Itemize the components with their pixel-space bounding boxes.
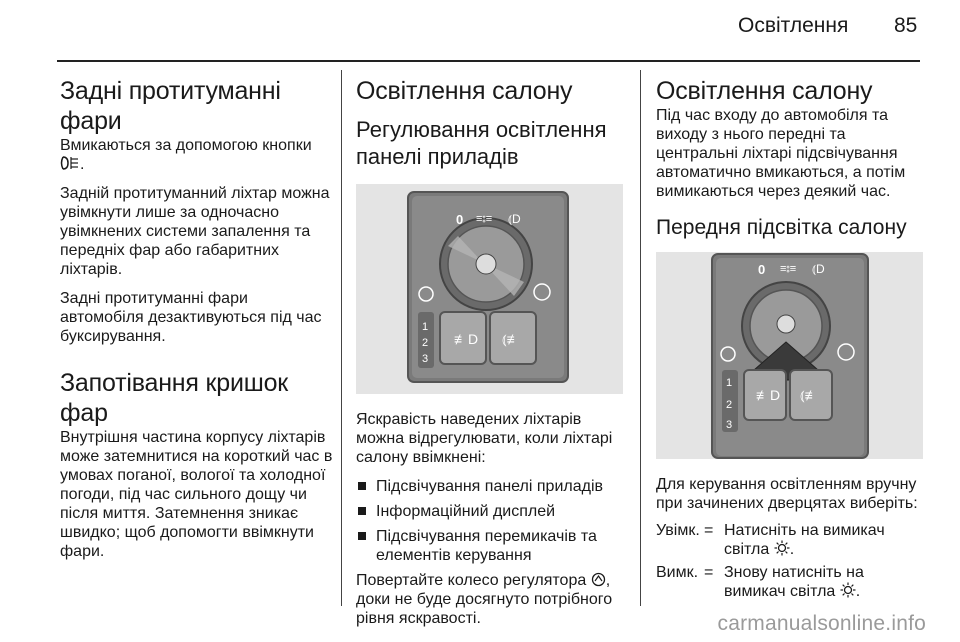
figure-light-switch-panel bbox=[356, 184, 623, 394]
section-title-rear-fog: Задні протитуманні фари bbox=[60, 77, 281, 135]
header-rule bbox=[57, 60, 920, 62]
svg-text:≢D: ≢D bbox=[454, 331, 479, 347]
svg-text:2: 2 bbox=[422, 337, 429, 349]
subsection-title-panel-illumination: Регулювання освітлення панелі приладів bbox=[356, 117, 607, 169]
interior-light-icon bbox=[774, 540, 790, 556]
svg-text:≡⦂≡: ≡⦂≡ bbox=[476, 213, 493, 225]
paragraph-rear-fog-2: Задній протитуманний ліхтар можна увімкнути лише за одночасно увімкнених системи запалення та передніх фар або габаритних ліхтарів. bbox=[60, 185, 330, 278]
interior-light-icon bbox=[840, 582, 856, 598]
paragraph-entry-exit-lighting: Під час входу до автомобіля та виходу з нього передні та центральні ліхтарі підсвічування автоматично вмикаються, а потім вимикаються через деякий час. bbox=[656, 107, 906, 200]
svg-text:⦅D: ⦅D bbox=[812, 262, 825, 276]
svg-text:3: 3 bbox=[422, 353, 429, 365]
svg-text:0: 0 bbox=[758, 262, 766, 277]
section-title-interior-lighting: Освітлення салону bbox=[356, 77, 573, 105]
section-title-interior-lighting-2: Освітлення салону bbox=[656, 77, 873, 105]
courtesy-switch-illustration bbox=[656, 252, 923, 459]
section-title-headlamp-fogging: Запотівання кришок фар bbox=[60, 369, 289, 427]
switch-definition-table bbox=[656, 521, 924, 601]
paragraph-brightness-intro: Яскравість наведених ліхтарів можна відрегулювати, коли ліхтарі салону ввімкнені: bbox=[356, 411, 613, 466]
list-item: Підсвічування перемикачів та елементів керування bbox=[356, 527, 626, 565]
page-header bbox=[0, 0, 960, 62]
paragraph-rotate-wheel: Повертайте колесо регулятора , доки не буде досягнуто потрібного рівня яскравості. bbox=[356, 572, 613, 627]
light-switch-illustration bbox=[356, 184, 623, 394]
svg-text:1: 1 bbox=[726, 377, 733, 389]
subsection-title-front-courtesy: Передня підсвітка салону bbox=[656, 216, 907, 239]
column-divider-1 bbox=[341, 70, 342, 606]
column-2 bbox=[356, 76, 626, 628]
column-divider-2 bbox=[640, 70, 641, 606]
paragraph-rear-fog-3: Задні протитуманні фари автомобіля дезактивуються під час буксирування. bbox=[60, 290, 322, 345]
definition-row-off: Вимк. = Знову натисніть на вимикач світла . bbox=[656, 564, 864, 600]
svg-text:3: 3 bbox=[726, 419, 733, 431]
svg-text:2: 2 bbox=[726, 399, 733, 411]
column-3 bbox=[656, 76, 924, 605]
column-1 bbox=[60, 76, 336, 561]
svg-text:⦅≢: ⦅≢ bbox=[502, 331, 521, 347]
switch-position-off-label: 0 bbox=[456, 212, 464, 227]
page-number: 85 bbox=[894, 14, 918, 37]
brightness-items-list bbox=[356, 477, 626, 565]
definition-row-on: Увімк. = Натисніть на вимикач світла . bbox=[656, 522, 885, 558]
paragraph-manual-control: Для керування освітленням вручну при зачинених дверцятах виберіть: bbox=[656, 476, 918, 512]
svg-text:≢D: ≢D bbox=[756, 387, 781, 403]
paragraph-headlamp-fogging: Внутрішня частина корпусу ліхтарів може затемнитися на короткий час в умовах поганої, вологої та холодної погоди, під час сильного дощу чи після миття. Затемнення зникає швидко; щоб допомогти ввімкнути фари. bbox=[60, 429, 333, 560]
header-title: Освітлення bbox=[738, 14, 849, 37]
dimmer-wheel-icon bbox=[591, 572, 606, 587]
svg-text:1: 1 bbox=[422, 321, 429, 333]
watermark: carmanualsonline.info bbox=[717, 612, 926, 635]
svg-text:⦅≢: ⦅≢ bbox=[800, 387, 819, 403]
figure-courtesy-light-switch bbox=[656, 252, 923, 459]
rear-fog-light-icon bbox=[60, 155, 80, 171]
list-item: Інформаційний дисплей bbox=[356, 502, 626, 521]
svg-text:≡⦂≡: ≡⦂≡ bbox=[780, 263, 797, 275]
paragraph-rear-fog-1: Вмикаються за допомогою кнопки . bbox=[60, 137, 312, 173]
list-item: Підсвічування панелі приладів bbox=[356, 477, 626, 496]
svg-text:⦅D: ⦅D bbox=[508, 212, 521, 226]
